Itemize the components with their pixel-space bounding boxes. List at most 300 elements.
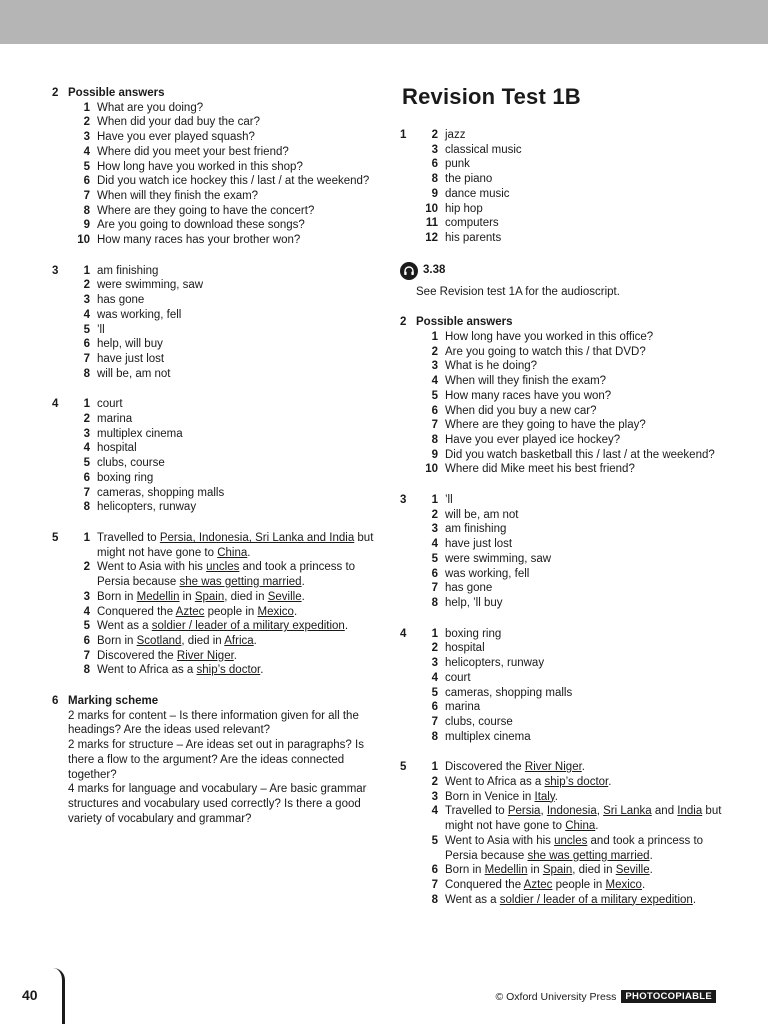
section-number: 4	[400, 627, 407, 640]
item-number: 1	[431, 494, 438, 507]
answer-item	[52, 352, 382, 367]
item-number: 7	[431, 419, 438, 432]
right-column	[400, 84, 730, 923]
item-number: 3	[431, 657, 438, 670]
answer-item	[52, 441, 382, 456]
answer-text: were swimming, saw	[445, 552, 552, 565]
answer-item	[400, 834, 730, 863]
section-number-spacer	[52, 293, 68, 308]
item-number: 5	[431, 834, 438, 847]
answer-item	[52, 397, 382, 412]
answer-text: Went to Asia with his uncles and took a princess to Persia because she was getting married.	[97, 561, 356, 589]
item-number: 11	[425, 217, 438, 230]
marking-scheme-section	[52, 694, 382, 826]
section-number-spacer	[52, 323, 68, 338]
section	[400, 760, 730, 907]
answer-item	[52, 619, 382, 634]
answer-item	[400, 433, 730, 448]
section-number-spacer	[52, 101, 68, 116]
answer-item	[400, 374, 730, 389]
item-number: 2	[431, 642, 438, 655]
section-number-spacer	[52, 560, 68, 589]
answer-text: Went as a soldier / leader of a military expedition.	[445, 893, 697, 906]
item-number: 9	[431, 187, 438, 200]
item-number: 9	[83, 219, 90, 232]
answer-item	[400, 448, 730, 463]
answer-text: Have you ever played ice hockey?	[445, 433, 621, 446]
section-number-spacer	[52, 412, 68, 427]
item-number: 8	[83, 367, 90, 380]
answer-item	[52, 412, 382, 427]
section-number-spacer	[400, 775, 416, 790]
answer-text: boxing ring	[445, 627, 502, 640]
section-number-spacer	[52, 590, 68, 605]
answer-item	[52, 145, 382, 160]
audio-note: See Revision test 1A for the audioscript.	[416, 285, 620, 298]
answer-item	[400, 345, 730, 360]
answer-text: has gone	[445, 582, 493, 595]
answer-text: Went as a soldier / leader of a military expedition.	[97, 620, 349, 633]
item-number: 12	[425, 231, 438, 244]
answer-item	[400, 157, 730, 172]
section-number-spacer	[52, 145, 68, 160]
item-number: 10	[425, 463, 438, 476]
answer-text: help, ’ll buy	[445, 596, 503, 609]
answer-item	[52, 101, 382, 116]
answer-text: Born in Medellin in Spain, died in Seville.	[97, 590, 305, 603]
item-number: 5	[83, 457, 90, 470]
answer-text: have just lost	[445, 538, 513, 551]
section-number-spacer	[52, 500, 68, 515]
item-number: 4	[83, 605, 90, 618]
publisher-text: © Oxford University Press	[495, 990, 617, 1003]
item-number: 3	[83, 131, 90, 144]
answer-item	[400, 522, 730, 537]
item-number: 5	[431, 686, 438, 699]
section-number-spacer	[400, 656, 416, 671]
answer-text: multiplex cinema	[97, 427, 183, 440]
section-number: 5	[52, 531, 59, 544]
item-number: 3	[431, 360, 438, 373]
section-number-spacer	[400, 596, 416, 611]
item-number: 3	[431, 143, 438, 156]
answer-text: hospital	[97, 442, 137, 455]
answer-item	[400, 216, 730, 231]
answer-item	[52, 278, 382, 293]
section-number-spacer	[52, 367, 68, 382]
section-number-spacer	[400, 143, 416, 158]
item-number: 5	[83, 620, 90, 633]
answer-item	[400, 671, 730, 686]
answer-item	[52, 160, 382, 175]
answer-text: hip hop	[445, 202, 483, 215]
section-number-spacer	[400, 863, 416, 878]
section-number-spacer	[400, 567, 416, 582]
audio-track-number: 3.38	[423, 264, 446, 277]
section-number: 2	[52, 87, 59, 99]
answer-text: Where did you meet your best friend?	[97, 145, 289, 158]
answer-item	[52, 560, 382, 589]
marking-line: 2 marks for structure – Are ideas set out in paragraphs? Is there a flow to the argument? Are the ideas connected together?	[68, 739, 364, 781]
section-number-spacer	[400, 552, 416, 567]
item-number: 7	[83, 486, 90, 499]
audio-section	[400, 262, 730, 300]
item-number: 1	[431, 627, 438, 640]
answer-item	[52, 264, 382, 279]
section-heading: Marking scheme	[68, 695, 159, 708]
page-bracket	[52, 968, 65, 1024]
answer-text: punk	[445, 158, 470, 171]
answer-item	[400, 700, 730, 715]
answer-text: How many races has your brother won?	[97, 234, 301, 247]
answer-text: Went to Africa as a ship’s doctor.	[445, 776, 612, 789]
section-number: 1	[400, 129, 407, 141]
section-number-spacer	[52, 130, 68, 145]
section-number-spacer	[400, 231, 416, 246]
answer-item	[400, 596, 730, 611]
item-number: 4	[431, 805, 438, 818]
section-number-spacer	[400, 216, 416, 231]
answer-text: am finishing	[97, 264, 159, 277]
item-number: 7	[431, 582, 438, 595]
answer-text: computers	[445, 217, 499, 230]
headphones-icon	[400, 262, 418, 280]
section-number-spacer	[400, 433, 416, 448]
item-number: 6	[431, 864, 438, 877]
item-number: 7	[83, 649, 90, 662]
answer-text: How many races have you won?	[445, 389, 612, 402]
item-number: 5	[431, 389, 438, 402]
answer-text: help, will buy	[97, 338, 163, 351]
item-number: 8	[83, 204, 90, 217]
answer-item	[52, 486, 382, 501]
item-number: 6	[431, 701, 438, 714]
answer-item	[400, 641, 730, 656]
section-number-spacer	[52, 233, 68, 248]
section-number: 2	[400, 316, 407, 329]
answer-text: What is he doing?	[445, 360, 538, 373]
answer-text: will be, am not	[97, 367, 171, 380]
item-number: 8	[431, 596, 438, 609]
section	[400, 128, 730, 246]
item-number: 4	[83, 442, 90, 455]
section-number-spacer	[400, 157, 416, 172]
answer-text: Where are they going to have the concert?	[97, 204, 315, 217]
item-number: 2	[431, 508, 438, 521]
item-number: 6	[83, 175, 90, 188]
section-number-spacer	[400, 172, 416, 187]
item-number: 2	[83, 413, 90, 426]
item-number: 1	[83, 101, 90, 114]
section-number-spacer	[52, 486, 68, 501]
section-number-spacer	[400, 359, 416, 374]
section-heading-row	[52, 86, 382, 101]
section-number-spacer	[400, 462, 416, 477]
item-number: 3	[83, 427, 90, 440]
answer-text: has gone	[97, 294, 145, 307]
section	[400, 493, 730, 611]
section-number-spacer	[52, 649, 68, 664]
section-number-spacer	[400, 522, 416, 537]
section-number-spacer	[400, 804, 416, 833]
section-number-spacer	[400, 730, 416, 745]
item-number: 8	[431, 173, 438, 186]
answer-item	[52, 308, 382, 323]
answer-item	[400, 715, 730, 730]
answer-item	[400, 493, 730, 508]
item-number: 4	[431, 671, 438, 684]
section-number-spacer	[400, 700, 416, 715]
answer-item	[400, 128, 730, 143]
answer-item	[52, 233, 382, 248]
section-number-spacer	[52, 634, 68, 649]
answer-item	[400, 537, 730, 552]
answer-text: ’ll	[97, 323, 105, 336]
answer-item	[52, 590, 382, 605]
section-number-spacer	[52, 471, 68, 486]
answer-item	[52, 649, 382, 664]
answer-text: Are you going to download these songs?	[97, 219, 305, 232]
answer-item	[400, 404, 730, 419]
section	[52, 86, 382, 248]
section-number-spacer	[400, 893, 416, 908]
item-number: 2	[431, 129, 438, 141]
item-number: 6	[83, 471, 90, 484]
answer-text: was working, fell	[97, 308, 182, 321]
answer-text: cameras, shopping malls	[445, 686, 573, 699]
section-number-spacer	[400, 374, 416, 389]
answer-item	[400, 760, 730, 775]
section-number-spacer	[400, 878, 416, 893]
item-number: 9	[431, 448, 438, 461]
section-number-spacer	[400, 448, 416, 463]
answer-text: was working, fell	[445, 567, 530, 580]
answer-text: Conquered the Aztec people in Mexico.	[445, 878, 646, 891]
answer-text: am finishing	[445, 523, 507, 536]
answer-item	[400, 330, 730, 345]
answer-item	[52, 456, 382, 471]
answer-text: dance music	[445, 187, 510, 200]
answer-text: hospital	[445, 642, 485, 655]
section	[52, 397, 382, 515]
answer-item	[400, 508, 730, 523]
answer-item	[400, 581, 730, 596]
item-number: 6	[431, 404, 438, 417]
answer-text: jazz	[445, 129, 466, 141]
section-heading: Possible answers	[416, 316, 513, 329]
item-number: 6	[431, 567, 438, 580]
item-number: 10	[77, 234, 90, 247]
item-number: 1	[431, 761, 438, 774]
item-number: 4	[83, 145, 90, 158]
section-number-spacer	[400, 345, 416, 360]
answer-item	[400, 418, 730, 433]
item-number: 10	[425, 202, 438, 215]
answer-item	[52, 531, 382, 560]
section-number-spacer	[400, 404, 416, 419]
answer-text: have just lost	[97, 352, 165, 365]
answer-item	[52, 204, 382, 219]
item-number: 7	[83, 352, 90, 365]
left-column	[52, 86, 382, 842]
item-number: 8	[431, 893, 438, 906]
answer-item	[400, 567, 730, 582]
answer-item	[400, 202, 730, 217]
page-title: Revision Test 1B	[402, 84, 581, 109]
answer-item	[400, 893, 730, 908]
section-number-spacer	[400, 508, 416, 523]
answer-item	[52, 605, 382, 620]
photocopiable-badge: PHOTOCOPIABLE	[621, 990, 716, 1003]
section-number-spacer	[52, 278, 68, 293]
answer-item	[52, 115, 382, 130]
answer-text: clubs, course	[445, 715, 513, 728]
answer-text: the piano	[445, 173, 493, 186]
answer-text: Went to Asia with his uncles and took a princess to Persia because she was getting married.	[445, 834, 704, 862]
item-number: 2	[83, 561, 90, 574]
item-number: 6	[83, 338, 90, 351]
section	[52, 264, 382, 382]
answer-text: classical music	[445, 143, 522, 156]
section-number-spacer	[52, 218, 68, 233]
item-number: 3	[431, 790, 438, 803]
item-number: 6	[431, 158, 438, 171]
section-number-spacer	[400, 537, 416, 552]
item-number: 7	[431, 878, 438, 891]
answer-item	[400, 462, 730, 477]
answer-text: When will they finish the exam?	[97, 189, 259, 202]
section-number: 4	[52, 398, 59, 411]
answer-item	[400, 187, 730, 202]
answer-item	[52, 337, 382, 352]
item-number: 5	[431, 552, 438, 565]
answer-item	[400, 231, 730, 246]
answer-item	[400, 359, 730, 374]
answer-item	[400, 686, 730, 701]
section-number-spacer	[52, 456, 68, 471]
answer-text: will be, am not	[445, 508, 519, 521]
answer-text: Conquered the Aztec people in Mexico.	[97, 605, 298, 618]
item-number: 5	[83, 323, 90, 336]
answer-text: Have you ever played squash?	[97, 131, 255, 144]
item-number: 1	[83, 398, 90, 411]
answer-text: marina	[445, 701, 481, 714]
section-number-spacer	[400, 187, 416, 202]
section-number-spacer	[52, 427, 68, 442]
answer-item	[52, 323, 382, 338]
item-number: 2	[431, 345, 438, 358]
answer-text: Born in Venice in Italy.	[445, 790, 558, 803]
item-number: 4	[431, 538, 438, 551]
item-number: 1	[83, 531, 90, 544]
item-number: 3	[431, 523, 438, 536]
answer-text: When did you buy a new car?	[445, 404, 597, 417]
section-number-spacer	[400, 581, 416, 596]
section-number-spacer	[400, 686, 416, 701]
answer-text: helicopters, runway	[445, 657, 545, 670]
answer-text: Born in Medellin in Spain, died in Seville.	[445, 864, 653, 877]
section-number: 6	[52, 695, 59, 708]
section-number-spacer	[52, 441, 68, 456]
section-number: 5	[400, 761, 407, 774]
section-number-spacer	[400, 790, 416, 805]
section-number-spacer	[52, 352, 68, 367]
section-number-spacer	[52, 308, 68, 323]
answer-item	[400, 804, 730, 833]
section-number-spacer	[400, 389, 416, 404]
answer-text: clubs, course	[97, 457, 165, 470]
answer-item	[52, 471, 382, 486]
section-number-spacer	[52, 337, 68, 352]
answer-item	[52, 189, 382, 204]
section-number-spacer	[400, 715, 416, 730]
item-number: 3	[83, 590, 90, 603]
answer-text: Went to Africa as a ship’s doctor.	[97, 664, 264, 677]
answer-text: multiplex cinema	[445, 730, 531, 743]
answer-item	[400, 790, 730, 805]
answer-item	[400, 656, 730, 671]
answer-text: When did your dad buy the car?	[97, 116, 261, 129]
answer-text: Did you watch basketball this / last / at the weekend?	[445, 448, 715, 461]
answer-text: Travelled to Persia, Indonesia, Sri Lanka and India but might not have gone to China.	[445, 805, 722, 833]
answer-text: Discovered the River Niger.	[445, 761, 585, 774]
answer-text: court	[445, 671, 471, 684]
answer-item	[52, 367, 382, 382]
page-number: 40	[22, 987, 38, 1003]
section-number-spacer	[400, 671, 416, 686]
item-number: 2	[83, 116, 90, 129]
answer-text: How long have you worked in this shop?	[97, 160, 303, 173]
section-number-spacer	[52, 619, 68, 634]
answer-item	[52, 174, 382, 189]
answer-text: Are you going to watch this / that DVD?	[445, 345, 646, 358]
footer-credit	[495, 990, 716, 1003]
answer-item	[400, 878, 730, 893]
answer-text: When will they finish the exam?	[445, 375, 607, 388]
answer-text: marina	[97, 413, 133, 426]
item-number: 1	[83, 264, 90, 277]
marking-line: 2 marks for content – Is there information given for all the headings? Are the ideas used relevant?	[68, 709, 359, 737]
section-number-spacer	[400, 834, 416, 863]
answer-text: Did you watch ice hockey this / last / at the weekend?	[97, 175, 370, 188]
answer-item	[400, 730, 730, 745]
answer-item	[52, 293, 382, 308]
answer-text: court	[97, 398, 123, 411]
section-number-spacer	[52, 663, 68, 678]
section-number-spacer	[52, 189, 68, 204]
section	[52, 531, 382, 678]
section-heading: Possible answers	[68, 87, 165, 99]
answer-text: boxing ring	[97, 471, 154, 484]
answer-item	[52, 130, 382, 145]
section-number-spacer	[52, 115, 68, 130]
answer-item	[52, 500, 382, 515]
answer-item	[52, 427, 382, 442]
item-number: 4	[83, 308, 90, 321]
section-number-spacer	[400, 330, 416, 345]
answer-text: helicopters, runway	[97, 501, 197, 514]
item-number: 8	[83, 501, 90, 514]
answer-text: ’ll	[445, 494, 453, 507]
answer-text: How long have you worked in this office?	[445, 331, 654, 344]
section	[400, 627, 730, 745]
answer-item	[52, 663, 382, 678]
item-number: 6	[83, 634, 90, 647]
section-number-spacer	[52, 160, 68, 175]
item-number: 3	[83, 294, 90, 307]
answer-text: cameras, shopping malls	[97, 486, 225, 499]
section-number: 3	[52, 264, 59, 277]
